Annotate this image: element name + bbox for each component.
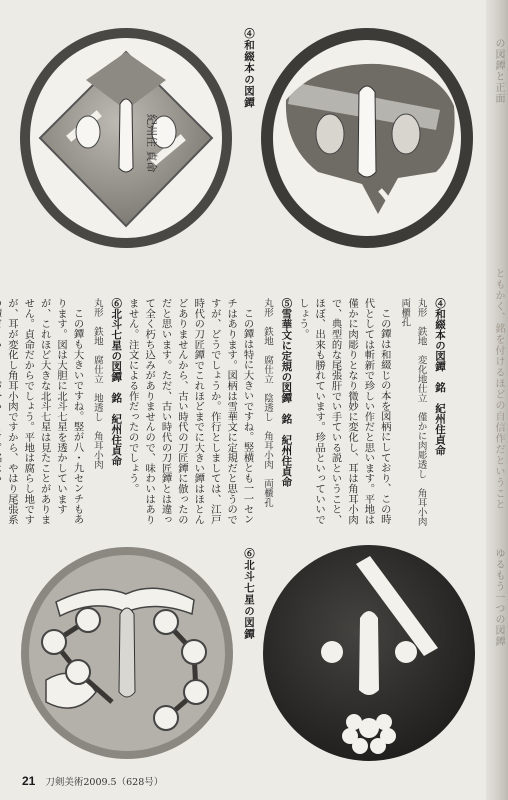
spec-book-binding: 丸形 鉄地 変化地仕立 僅かに肉彫透し 角耳小肉 両櫃孔 — [399, 298, 427, 536]
tsuba-photo-snowflake-ruler — [258, 22, 476, 254]
facing-page-text-top: の図鐔と正面 — [493, 38, 504, 104]
spec-big-dipper: 丸形 鉄地 腐仕立 地透し 角耳小肉 — [91, 298, 103, 469]
page-footer — [22, 774, 163, 788]
tsuba-inscription: 紀州住 貞命 — [145, 114, 158, 173]
text-snowflake-ruler: この鐔は特に大きいですね。竪横とも一一センチはあります。図柄は雪華文に定規だと思うのですが、どうでしょうか。作行としましては、江戸時代の刀匠鐔でこれほどまでに大きい鐔はほとんどありませんから、古い時代の刀匠鐔に倣ったのだと思います。ただ、古い時代の刀匠鐔とは違って全く朽ち込みがありませんので、味わいはありません。注文による作だったのでしょう。 — [126, 298, 254, 525]
tsuba-photo-big-dipper — [16, 542, 238, 764]
heading-big-dipper: ⑥北斗七星の図鐔 銘 紀州住貞命 — [110, 298, 123, 466]
heading-book-binding: ④和綴本の図鐔 銘 紀州住貞命 — [434, 298, 446, 456]
article-body — [5, 298, 448, 536]
facing-page-edge — [486, 0, 508, 800]
journal-name: 刀剣美術2009.5（628号） — [45, 777, 164, 788]
page-number: 21 — [22, 774, 36, 788]
facing-page-text-bottom: ゆるもう一つの図鐔 — [493, 548, 504, 647]
facing-page-text-middle: ともかく、銘を付けるほどの自信作だということ — [493, 268, 504, 510]
caption-big-dipper: ⑥北斗七星の図鐔 — [243, 548, 255, 640]
text-big-dipper: この鐔も大きいですね。竪が八・九センチもあります。図は大胆に北斗七星を透かしていますが、これほど大きな北斗七星は見たことがありません。貞命だからでしょう。平地は腐らし地ですが、耳が変化し角耳小肉ですから、やはり尾張系 — [5, 298, 84, 525]
tsuba-photo-dark-round — [260, 542, 478, 764]
spec-snowflake-ruler: 丸形 鉄地 腐仕立 陰透し 角耳小肉 両櫃孔 — [261, 298, 273, 507]
caption-book-binding: ④和綴本の図鐔 — [243, 28, 255, 109]
text-book-binding: この鐔は和綴じの本を図柄にしており、この時代としては斬新で珍しい作だと思います。平地は僅かに肉彫りとなり微妙に変化し、耳は角耳小肉で、典型的な尾張肝でい手ている説ということ、ほぼ、出来も勝れています。珍品といっていいでしょう。 — [296, 298, 391, 525]
heading-snowflake-ruler: ⑤雪華文に定規の図鐔 銘 紀州住貞命 — [280, 298, 293, 487]
tsuba-photo-book-binding — [16, 22, 236, 254]
